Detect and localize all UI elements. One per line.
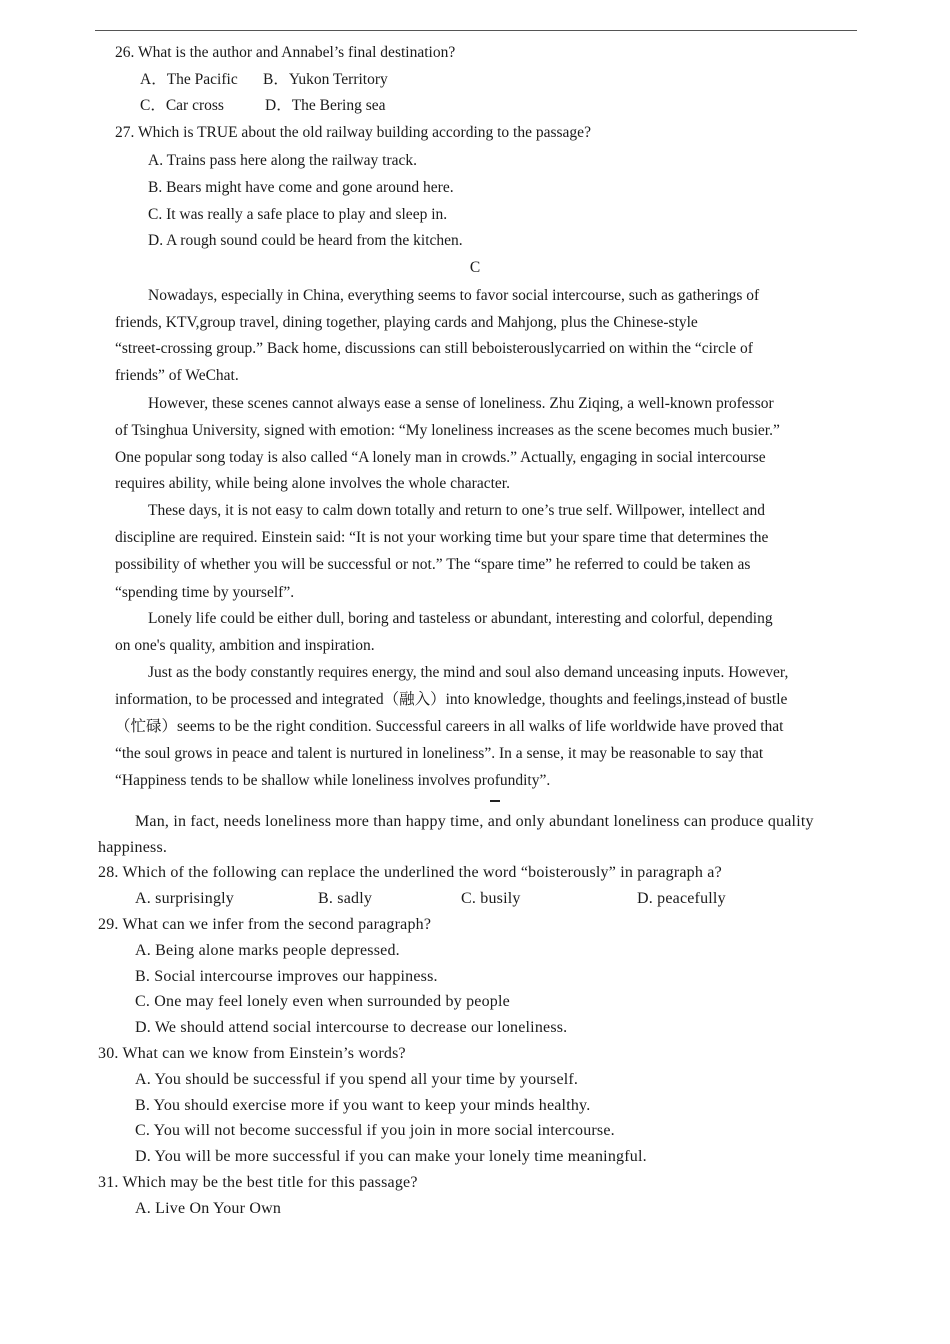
question-26-option-d: D．The Bering sea <box>265 97 386 114</box>
paragraph-3-line: These days, it is not easy to calm down totally and return to one’s true self. Willpower, intellect and <box>148 502 766 519</box>
paragraph-3-line: possibility of whether you will be successful or not.” The “spare time” he referred to could be taken as <box>115 556 751 573</box>
question-27-option-c: C. It was really a safe place to play and sleep in. <box>148 206 448 223</box>
section-heading: C <box>469 259 481 276</box>
question-31-stem: 31. Which may be the best title for this passage? <box>98 1174 418 1191</box>
paragraph-5-line: “the soul grows in peace and talent is nurtured in loneliness”. In a sense, it may be reasonable to say that <box>115 745 764 762</box>
paragraph-5-line: Just as the body constantly requires energy, the mind and soul also demand unceasing inputs. However, <box>148 664 789 681</box>
question-29-option-c: C. One may feel lonely even when surrounded by people <box>135 993 510 1010</box>
question-27-option-a: A. Trains pass here along the railway track. <box>148 152 418 169</box>
question-27-option-b: B. Bears might have come and gone around here. <box>148 179 454 196</box>
question-26-option-b: B．Yukon Territory <box>263 71 388 88</box>
paragraph-1-line: “street-crossing group.” Back home, discussions can still beboisterouslycarried on within the “circle of <box>115 340 753 357</box>
section-divider-mark <box>490 800 500 802</box>
paragraph-1-line: Nowadays, especially in China, everything seems to favor social intercourse, such as gatherings of <box>148 287 760 304</box>
question-27-option-d: D. A rough sound could be heard from the kitchen. <box>148 232 463 249</box>
question-30-option-b: B. You should exercise more if you want to keep your minds healthy. <box>135 1097 591 1114</box>
paragraph-3-line: “spending time by yourself”. <box>115 584 295 601</box>
paragraph-5-line: “Happiness tends to be shallow while loneliness involves profundity”. <box>115 772 551 789</box>
paragraph-3-line: discipline are required. Einstein said: “It is not your working time but your spare time that determines the <box>115 529 769 546</box>
question-29-option-d: D. We should attend social intercourse to decrease our loneliness. <box>135 1019 568 1036</box>
question-28-option-b: B. sadly <box>318 890 373 907</box>
question-26-stem: 26. What is the author and Annabel’s final destination? <box>115 44 456 61</box>
paragraph-2-line: One popular song today is also called “A lonely man in crowds.” Actually, engaging in social intercourse <box>115 449 766 466</box>
paragraph-6-line: Man, in fact, needs loneliness more than happy time, and only abundant loneliness can produce quality <box>135 813 814 830</box>
question-29-option-a: A. Being alone marks people depressed. <box>135 942 400 959</box>
question-28-option-d: D. peacefully <box>637 890 726 907</box>
paragraph-6-line: happiness. <box>98 839 168 856</box>
question-30-option-d: D. You will be more successful if you can make your lonely time meaningful. <box>135 1148 647 1165</box>
paragraph-4-line: on one's quality, ambition and inspiration. <box>115 637 375 654</box>
question-28-option-a: A. surprisingly <box>135 890 234 907</box>
top-rule <box>95 30 857 31</box>
paragraph-5-line: information, to be processed and integrated（融入）into knowledge, thoughts and feelings,instead of bustle <box>115 691 788 708</box>
paragraph-2-line: However, these scenes cannot always ease a sense of loneliness. Zhu Ziqing, a well-known professor <box>148 395 774 412</box>
paragraph-2-line: requires ability, while being alone involves the whole character. <box>115 475 510 492</box>
question-26-option-c: C．Car cross <box>140 97 224 114</box>
question-30-stem: 30. What can we know from Einstein’s words? <box>98 1045 406 1062</box>
question-30-option-c: C. You will not become successful if you join in more social intercourse. <box>135 1122 615 1139</box>
question-30-option-a: A. You should be successful if you spend all your time by yourself. <box>135 1071 579 1088</box>
question-28-option-c: C. busily <box>461 890 521 907</box>
question-29-option-b: B. Social intercourse improves our happiness. <box>135 968 438 985</box>
question-28-stem: 28. Which of the following can replace the underlined the word “boisterously” in paragraph a? <box>98 864 722 881</box>
question-27-stem: 27. Which is TRUE about the old railway building according to the passage? <box>115 124 591 141</box>
question-26-option-a: A．The Pacific <box>140 71 238 88</box>
paragraph-4-line: Lonely life could be either dull, boring and tasteless or abundant, interesting and colorful, depending <box>148 610 773 627</box>
question-31-option-a: A. Live On Your Own <box>135 1200 282 1217</box>
paragraph-1-line: friends, KTV,group travel, dining together, playing cards and Mahjong, plus the Chinese-style <box>115 314 698 331</box>
paragraph-1-line: friends” of WeChat. <box>115 367 239 384</box>
paragraph-5-line: （忙碌）seems to be the right condition. Successful careers in all walks of life worldwide have proved that <box>115 718 784 735</box>
paragraph-2-line: of Tsinghua University, signed with emotion: “My loneliness increases as the scene becomes much busier.” <box>115 422 780 439</box>
question-29-stem: 29. What can we infer from the second paragraph? <box>98 916 432 933</box>
